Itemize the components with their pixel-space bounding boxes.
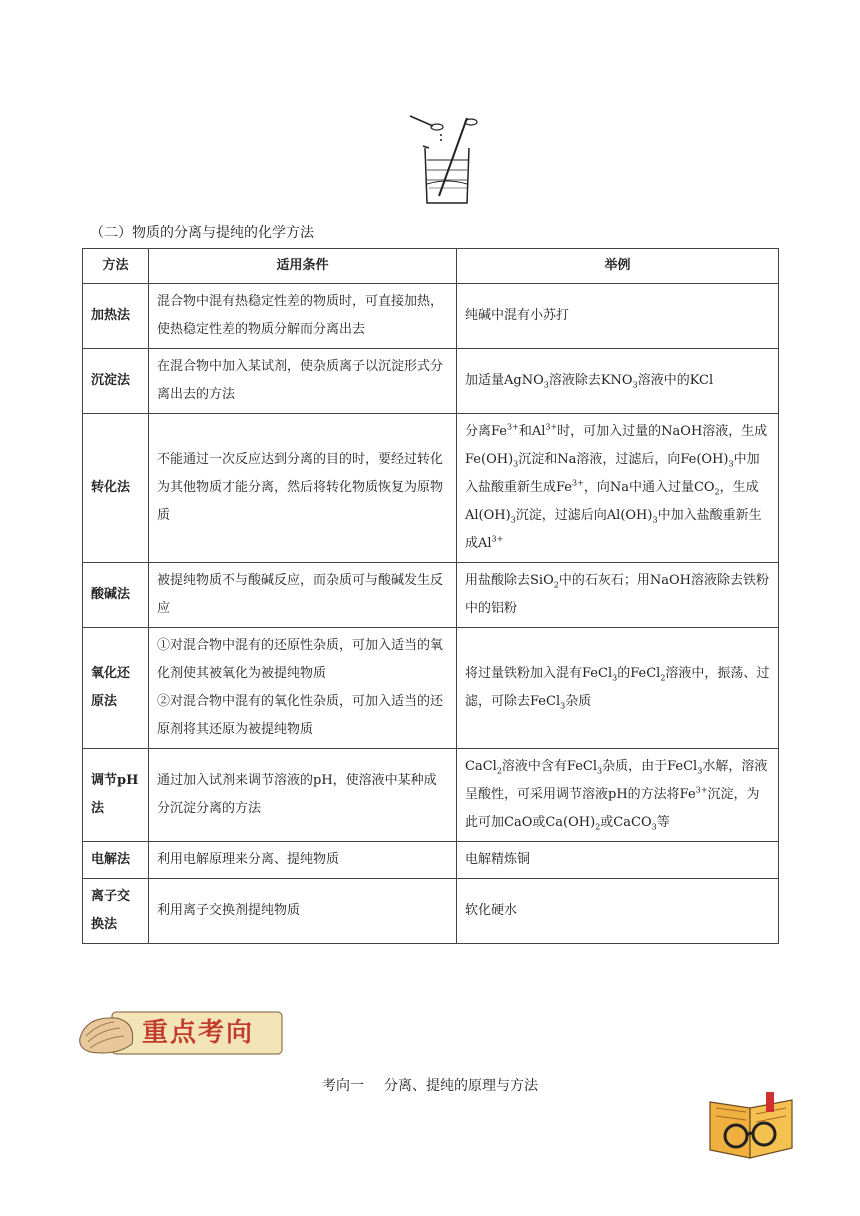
table-row (83, 749, 779, 842)
method-example: 将过量铁粉加入混有FeCl$_3$的FeCl$_2$溶液中，振荡、过滤，可除去FeCl$_3$杂质 (457, 628, 779, 749)
table-row (83, 563, 779, 628)
table-row (83, 284, 779, 349)
method-condition: 被提纯物质不与酸碱反应，而杂质可与酸碱发生反应 (149, 563, 457, 628)
method-name: 离子交换法 (83, 879, 149, 944)
method-example: 分离$Fe^{3+}$和$Al^{3+}$时，可加入过量的NaOH溶液，生成$Fe(OH)_3$沉淀和Na溶液，过滤后，向$Fe(OH)_3$中加入盐酸重新生成$Fe^{3+}$，向Na中通入过量$CO_2$，生成$Al(OH)_3$沉淀，过滤后向$Al(OH)_3$中加入盐酸重新生成$Al^{3+}$ (457, 414, 779, 563)
condition-line: ②对混合物中混有的氧化性杂质，可加入适当的还原剂将其还原为被提纯物质 (157, 694, 444, 737)
method-condition (149, 628, 457, 749)
method-example: 软化硬水 (457, 879, 779, 944)
method-example: 用盐酸除去SiO$_2$中的石灰石；用NaOH溶液除去铁粉中的铝粉 (457, 563, 779, 628)
method-name: 沉淀法 (83, 349, 149, 414)
section-label: 考向一 (322, 1078, 364, 1094)
condition-line: ①对混合物中混有的还原性杂质，可加入适当的氧化剂使其被氧化为被提纯物质 (157, 638, 444, 681)
beaker-illustration (405, 108, 485, 208)
section-subtitle: （二）物质的分离与提纯的化学方法 (90, 225, 314, 241)
method-name: 酸碱法 (83, 563, 149, 628)
table-row (83, 414, 779, 563)
table-row (83, 842, 779, 879)
method-example: 纯碱中混有小苏打 (457, 284, 779, 349)
section-title: 分离、提纯的原理与方法 (384, 1078, 538, 1094)
method-condition: 通过加入试剂来调节溶液的pH，使溶液中某种成分沉淀分离的方法 (149, 749, 457, 842)
method-name: 电解法 (83, 842, 149, 879)
method-example: 加适量AgNO$_3$溶液除去$KNO_3$溶液中的KCl (457, 349, 779, 414)
method-name: 氧化还原法 (83, 628, 149, 749)
method-example: 电解精炼铜 (457, 842, 779, 879)
book-glasses-icon (706, 1090, 796, 1162)
method-condition: 不能通过一次反应达到分离的目的时，要经过转化为其他物质才能分离，然后将转化物质恢复为原物质 (149, 414, 457, 563)
key-direction-banner: 重点考向 (141, 1018, 254, 1048)
table-row (83, 879, 779, 944)
table-header-row (83, 249, 779, 284)
header-condition: 适用条件 (149, 249, 457, 284)
table-row (83, 349, 779, 414)
method-condition: 利用离子交换剂提纯物质 (149, 879, 457, 944)
method-name: 转化法 (83, 414, 149, 563)
header-example: 举例 (457, 249, 779, 284)
method-name: 加热法 (83, 284, 149, 349)
header-method: 方法 (83, 249, 149, 284)
method-condition: 利用电解原理来分离、提纯物质 (149, 842, 457, 879)
method-condition: 在混合物中加入某试剂，使杂质离子以沉淀形式分离出去的方法 (149, 349, 457, 414)
method-example: CaCl$_2$溶液中含有FeCl$_3$杂质，由于FeCl$_3$水解，溶液呈酸性，可采用调节溶液pH的方法将$Fe^{3+}$沉淀，为此可加CaO或$Ca(OH)_2$或CaCO$_3$等 (457, 749, 779, 842)
table-row (83, 628, 779, 749)
separation-methods-table (82, 248, 779, 944)
method-name: 调节pH法 (83, 749, 149, 842)
method-condition: 混合物中混有热稳定性差的物质时，可直接加热，使热稳定性差的物质分解而分离出去 (149, 284, 457, 349)
